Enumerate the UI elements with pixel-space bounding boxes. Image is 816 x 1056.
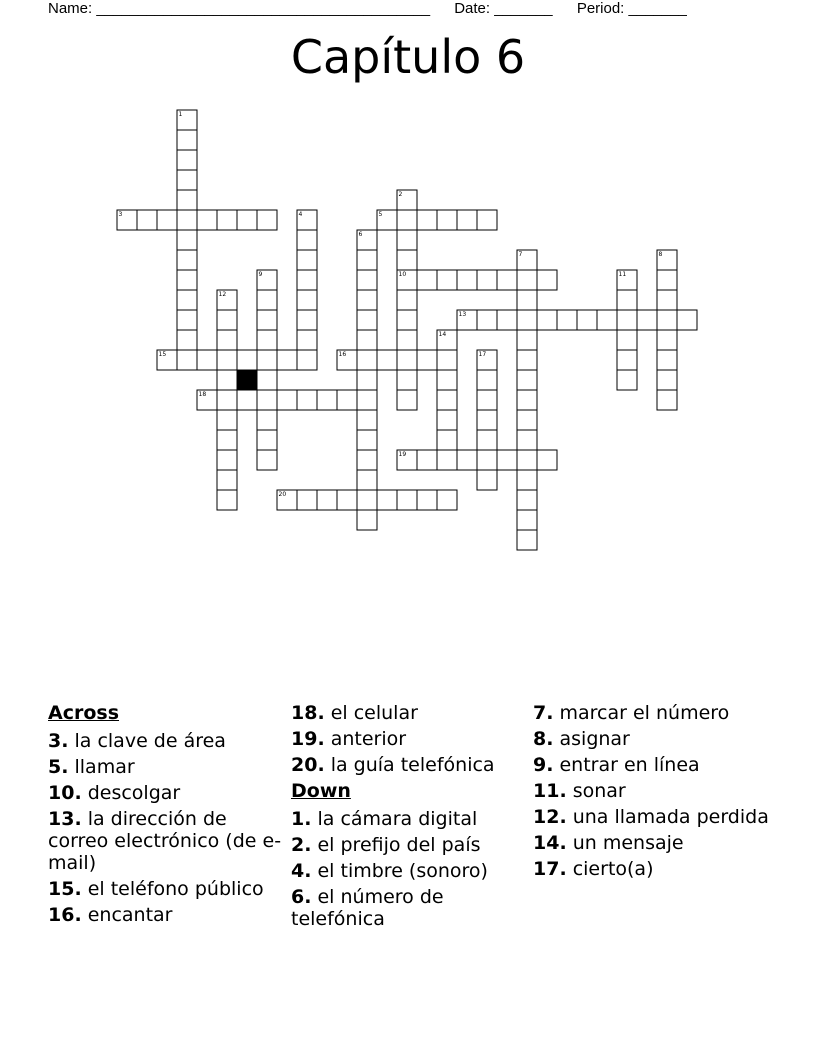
- grid-cell[interactable]: [217, 490, 237, 510]
- grid-cell[interactable]: [217, 450, 237, 470]
- grid-cell[interactable]: [257, 370, 277, 390]
- grid-cell[interactable]: [657, 390, 677, 410]
- down-clue: [533, 858, 769, 880]
- clue-text: el timbre (sonoro): [311, 860, 488, 882]
- clue-number: 17: [478, 351, 487, 358]
- grid-cell[interactable]: [277, 350, 297, 370]
- grid-cell[interactable]: [297, 230, 317, 250]
- grid-cell[interactable]: [657, 350, 677, 370]
- grid-cell[interactable]: [397, 210, 417, 230]
- grid-cell[interactable]: [237, 350, 257, 370]
- clue-num: 12.: [533, 806, 567, 828]
- clue-num: 4.: [291, 860, 312, 882]
- clue-number: 14: [438, 331, 447, 338]
- clue-text: anterior: [324, 728, 407, 750]
- clue-number: 8: [658, 251, 663, 258]
- clue-text: la dirección de correo electrónico (de e-mail): [48, 808, 282, 874]
- clue-number: 12: [218, 291, 227, 298]
- grid-cell[interactable]: [257, 210, 277, 230]
- grid-cell[interactable]: [517, 370, 537, 390]
- grid-cell[interactable]: [537, 450, 557, 470]
- grid-cell[interactable]: [397, 290, 417, 310]
- clue-number: 9: [258, 271, 263, 278]
- clue-text: el teléfono público: [81, 878, 264, 900]
- clue-number: 5: [378, 211, 383, 218]
- down-clue: [291, 834, 527, 856]
- clue-num: 16.: [48, 904, 82, 926]
- grid-cell[interactable]: [637, 310, 657, 330]
- grid-cell[interactable]: [517, 470, 537, 490]
- clue-num: 14.: [533, 832, 567, 854]
- clue-number: 11: [618, 271, 627, 278]
- grid-cell[interactable]: [657, 330, 677, 350]
- clue-number: 7: [518, 251, 523, 258]
- grid-cell[interactable]: [217, 390, 237, 410]
- grid-cell[interactable]: [257, 290, 277, 310]
- grid-cell[interactable]: [217, 410, 237, 430]
- grid-cell[interactable]: [477, 470, 497, 490]
- grid-cell[interactable]: [177, 290, 197, 310]
- clue-number: 3: [118, 211, 123, 218]
- grid-cell[interactable]: [357, 370, 377, 390]
- grid-cell[interactable]: [297, 350, 317, 370]
- grid-cell[interactable]: [477, 310, 497, 330]
- grid-cell[interactable]: [597, 310, 617, 330]
- clue-num: 11.: [533, 780, 567, 802]
- grid-cell[interactable]: [197, 350, 217, 370]
- grid-cell[interactable]: [397, 230, 417, 250]
- grid-cell[interactable]: [357, 250, 377, 270]
- grid-cell[interactable]: [477, 450, 497, 470]
- grid-cell[interactable]: [437, 490, 457, 510]
- grid-cell[interactable]: [217, 470, 237, 490]
- grid-cell[interactable]: [277, 390, 297, 410]
- across-clue: [291, 728, 527, 750]
- grid-cell[interactable]: [357, 270, 377, 290]
- page-title: Capítulo 6: [290, 30, 526, 84]
- grid-cell[interactable]: [297, 290, 317, 310]
- clue-text: la guía telefónica: [324, 754, 495, 776]
- clue-num: 7.: [533, 702, 554, 724]
- grid-cell[interactable]: [657, 370, 677, 390]
- clue-num: 10.: [48, 782, 82, 804]
- grid-cell[interactable]: [437, 270, 457, 290]
- clue-number: 15: [158, 351, 167, 358]
- grid-cell[interactable]: [497, 450, 517, 470]
- clue-text: la clave de área: [68, 730, 226, 752]
- grid-cell[interactable]: [397, 250, 417, 270]
- across-clue: [48, 878, 284, 900]
- grid-cell[interactable]: [377, 490, 397, 510]
- grid-cell[interactable]: [417, 490, 437, 510]
- down-clue: [291, 860, 527, 882]
- clue-text: el celular: [324, 702, 418, 724]
- grid-cell[interactable]: [317, 390, 337, 410]
- grid-cell[interactable]: [237, 390, 257, 410]
- grid-cell[interactable]: [177, 350, 197, 370]
- clue-num: 5.: [48, 756, 69, 778]
- period-field[interactable]: Period: _______: [576, 0, 687, 17]
- grid-cell[interactable]: [477, 370, 497, 390]
- grid-cell[interactable]: [657, 310, 677, 330]
- grid-cell[interactable]: [357, 290, 377, 310]
- grid-cell[interactable]: [397, 330, 417, 350]
- grid-cell[interactable]: [517, 350, 537, 370]
- grid-cell[interactable]: [257, 310, 277, 330]
- grid-cell[interactable]: [297, 310, 317, 330]
- grid-cell[interactable]: [437, 430, 457, 450]
- down-clue: [533, 780, 769, 802]
- grid-cell[interactable]: [677, 310, 697, 330]
- grid-cell[interactable]: [217, 350, 237, 370]
- grid-cell[interactable]: [477, 270, 497, 290]
- clue-num: 1.: [291, 808, 312, 830]
- down-clue: [533, 832, 769, 854]
- grid-cell[interactable]: [517, 310, 537, 330]
- grid-cell[interactable]: [517, 490, 537, 510]
- clue-num: 18.: [291, 702, 325, 724]
- clue-number: 6: [358, 231, 363, 238]
- grid-cell[interactable]: [477, 210, 497, 230]
- clue-num: 20.: [291, 754, 325, 776]
- grid-cell[interactable]: [437, 210, 457, 230]
- grid-cell[interactable]: [257, 330, 277, 350]
- grid-cell[interactable]: [457, 210, 477, 230]
- clue-number: 10: [398, 271, 407, 278]
- across-clue: [48, 808, 284, 874]
- across-clue: [48, 782, 284, 804]
- clue-number: 1: [178, 111, 183, 118]
- grid-cell[interactable]: [517, 430, 537, 450]
- grid-cell[interactable]: [177, 150, 197, 170]
- clue-text: una llamada perdida: [566, 806, 769, 828]
- grid-cell[interactable]: [357, 510, 377, 530]
- grid-cell[interactable]: [357, 410, 377, 430]
- grid-cell[interactable]: [417, 450, 437, 470]
- grid-cell[interactable]: [517, 330, 537, 350]
- grid-cell[interactable]: [397, 370, 417, 390]
- grid-cell[interactable]: [217, 430, 237, 450]
- grid-cell[interactable]: [217, 310, 237, 330]
- grid-cell[interactable]: [357, 490, 377, 510]
- across-clue: [291, 702, 527, 724]
- grid-cell[interactable]: [537, 270, 557, 290]
- clue-text: un mensaje: [566, 832, 684, 854]
- clue-num: 9.: [533, 754, 554, 776]
- grid-cell[interactable]: [477, 410, 497, 430]
- grid-cell[interactable]: [297, 250, 317, 270]
- clue-text: encantar: [81, 904, 173, 926]
- grid-cell[interactable]: [617, 370, 637, 390]
- clue-num: 2.: [291, 834, 312, 856]
- clue-number: 19: [398, 451, 407, 458]
- clue-num: 19.: [291, 728, 325, 750]
- grid-cell[interactable]: [357, 430, 377, 450]
- date-field[interactable]: Date: _______: [454, 0, 553, 17]
- grid-cell[interactable]: [357, 350, 377, 370]
- grid-cell[interactable]: [257, 390, 277, 410]
- grid-cell[interactable]: [517, 450, 537, 470]
- clue-number: 2: [398, 191, 403, 198]
- grid-cell[interactable]: [477, 390, 497, 410]
- grid-cell[interactable]: [237, 210, 257, 230]
- clue-num: 8.: [533, 728, 554, 750]
- clue-text: descolgar: [81, 782, 181, 804]
- across-clue: [48, 730, 284, 752]
- grid-cell[interactable]: [617, 330, 637, 350]
- grid-cell[interactable]: [137, 210, 157, 230]
- grid-cell[interactable]: [437, 370, 457, 390]
- grid-cell[interactable]: [517, 410, 537, 430]
- clue-text: cierto(a): [566, 858, 654, 880]
- grid-cell[interactable]: [157, 210, 177, 230]
- grid-cell[interactable]: [357, 450, 377, 470]
- grid-cell[interactable]: [657, 290, 677, 310]
- grid-cell[interactable]: [517, 530, 537, 550]
- grid-cell[interactable]: [437, 410, 457, 430]
- clue-number: 20: [278, 491, 287, 498]
- clue-num: 13.: [48, 808, 82, 830]
- grid-cell[interactable]: [437, 350, 457, 370]
- grid-cell[interactable]: [437, 450, 457, 470]
- across-heading: Across: [48, 702, 120, 724]
- grid-cell[interactable]: [357, 470, 377, 490]
- across-clue: [48, 756, 284, 778]
- grid-cell[interactable]: [617, 310, 637, 330]
- clue-number: 16: [338, 351, 347, 358]
- grid-cell[interactable]: [297, 270, 317, 290]
- clues-column-1: [48, 702, 284, 930]
- grid-cell[interactable]: [497, 310, 517, 330]
- grid-cell[interactable]: [617, 290, 637, 310]
- grid-block: [237, 370, 257, 390]
- clue-number: 13: [458, 311, 467, 318]
- down-clue: [291, 886, 527, 930]
- grid-cell[interactable]: [217, 210, 237, 230]
- grid-cell[interactable]: [577, 310, 597, 330]
- clue-text: sonar: [566, 780, 626, 802]
- grid-cell[interactable]: [397, 490, 417, 510]
- grid-cell[interactable]: [397, 310, 417, 330]
- clue-text: asignar: [553, 728, 630, 750]
- down-clue: [533, 754, 769, 776]
- grid-cell[interactable]: [217, 330, 237, 350]
- grid-cell[interactable]: [317, 490, 337, 510]
- clue-number: 4: [298, 211, 303, 218]
- clue-text: la cámara digital: [311, 808, 478, 830]
- grid-cell[interactable]: [397, 390, 417, 410]
- grid-cell[interactable]: [517, 290, 537, 310]
- across-clue: [291, 754, 527, 776]
- grid-cell[interactable]: [457, 450, 477, 470]
- grid-cell[interactable]: [177, 270, 197, 290]
- grid-cell[interactable]: [337, 390, 357, 410]
- clue-text: el número de telefónica: [291, 886, 444, 930]
- grid-cell[interactable]: [657, 270, 677, 290]
- grid-cell[interactable]: [417, 210, 437, 230]
- clue-num: 15.: [48, 878, 82, 900]
- grid-cell[interactable]: [477, 430, 497, 450]
- grid-cell[interactable]: [297, 390, 317, 410]
- grid-cell[interactable]: [177, 310, 197, 330]
- clue-text: marcar el número: [553, 702, 730, 724]
- grid-cell[interactable]: [177, 330, 197, 350]
- clue-text: entrar en línea: [553, 754, 700, 776]
- grid-cell[interactable]: [257, 450, 277, 470]
- grid-cell[interactable]: [417, 350, 437, 370]
- grid-cell[interactable]: [457, 270, 477, 290]
- grid-cell[interactable]: [197, 210, 217, 230]
- grid-cell[interactable]: [517, 390, 537, 410]
- down-clue: [533, 702, 769, 724]
- clue-num: 6.: [291, 886, 312, 908]
- grid-cell[interactable]: [517, 270, 537, 290]
- grid-cell[interactable]: [337, 490, 357, 510]
- clues-column-2: [291, 702, 527, 934]
- clue-number: 18: [198, 391, 207, 398]
- grid-cell[interactable]: [497, 270, 517, 290]
- grid-cell[interactable]: [177, 210, 197, 230]
- down-heading: Down: [291, 780, 351, 802]
- grid-cell[interactable]: [397, 350, 417, 370]
- grid-cell[interactable]: [537, 310, 557, 330]
- grid-cell[interactable]: [377, 350, 397, 370]
- grid-cell[interactable]: [177, 170, 197, 190]
- grid-cell[interactable]: [217, 370, 237, 390]
- clue-num: 3.: [48, 730, 69, 752]
- down-clue: [533, 806, 769, 828]
- grid-cell[interactable]: [177, 190, 197, 210]
- grid-cell[interactable]: [177, 130, 197, 150]
- across-clue: [48, 904, 284, 926]
- grid-cell[interactable]: [257, 410, 277, 430]
- grid-cell[interactable]: [177, 250, 197, 270]
- grid-cell[interactable]: [177, 230, 197, 250]
- grid-cell[interactable]: [257, 350, 277, 370]
- grid-cell[interactable]: [557, 310, 577, 330]
- grid-cell[interactable]: [357, 330, 377, 350]
- grid-cell[interactable]: [257, 430, 277, 450]
- grid-cell[interactable]: [297, 490, 317, 510]
- down-clue: [291, 808, 527, 830]
- grid-cell[interactable]: [517, 510, 537, 530]
- grid-cell[interactable]: [297, 330, 317, 350]
- clue-text: llamar: [68, 756, 135, 778]
- grid-cell[interactable]: [417, 270, 437, 290]
- down-clue: [533, 728, 769, 750]
- grid-cell[interactable]: [617, 350, 637, 370]
- grid-cell[interactable]: [357, 390, 377, 410]
- grid-cell[interactable]: [437, 390, 457, 410]
- grid-cell[interactable]: [357, 310, 377, 330]
- name-field[interactable]: Name: ________________________________________: [48, 0, 431, 17]
- clue-num: 17.: [533, 858, 567, 880]
- clues-column-3: [533, 702, 769, 884]
- clue-text: el prefijo del país: [311, 834, 481, 856]
